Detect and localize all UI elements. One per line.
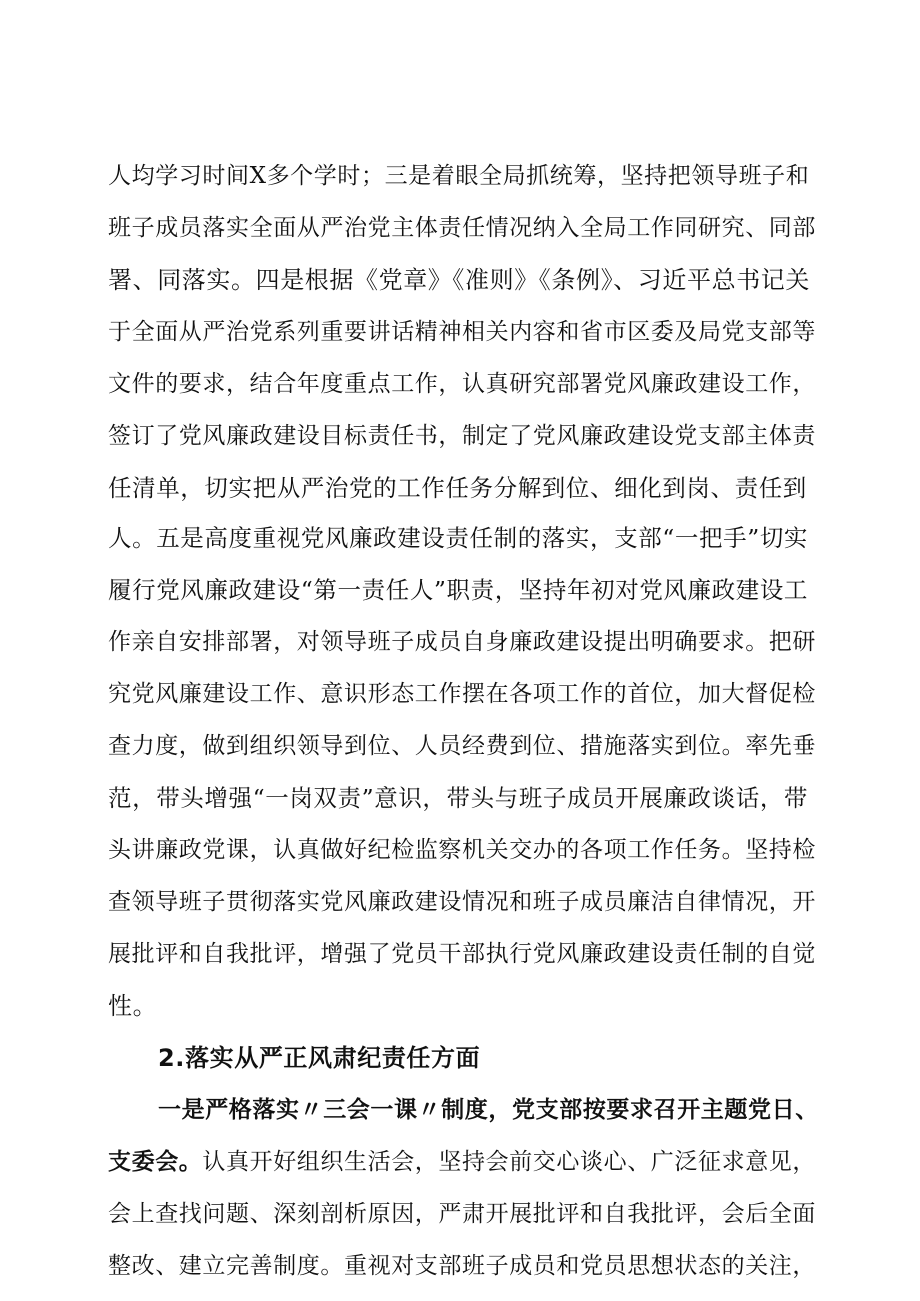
body-line: 署、同落实。四是根据《党章》《准则》《条例》、习近平总书记关 [108,266,810,294]
body-line: 性。 [108,992,158,1020]
body-line: 整改、建立完善制度。重视对支部班子成员和党员思想状态的关注， [108,1253,816,1279]
paragraph-lead-bold: 一是严格落实〃三会一课〃制度，党支部按要求召开主题党日、 [158,1097,819,1123]
body-line: 会上查找问题、深刻剖析原因，严肃开展批评和自我批评，会后全面 [108,1201,816,1227]
body-line: 任清单，切实把从严治党的工作任务分解到位、细化到岗、责任到 [108,474,807,502]
body-line: 查领导班子贯彻落实党风廉政建设情况和班子成员廉洁自律情况，开 [108,889,816,915]
body-line: 人。五是高度重视党风廉政建设责任制的落实，支部“一把手”切实 [108,524,809,552]
body-line: 人均学习时间X多个学时；三是着眼全局抓统筹，坚持把领导班子和 [108,163,810,189]
body-line: 头讲廉政党课，认真做好纪检监察机关交办的各项工作任务。坚持检 [108,837,816,863]
body-line-mixed [108,1144,816,1180]
bold-phrase: 支委会。 [108,1149,203,1175]
body-line: 履行党风廉政建设“第一责任人”职责，坚持年初对党风廉政建设工 [108,576,809,604]
body-line: 于全面从严治党系列重要讲话精神相关内容和省市区委及局党支部等 [108,319,816,345]
body-line: 查力度，做到组织领导到位、人员经费到位、措施落实到位。率先垂 [108,733,816,759]
body-line: 究党风廉建设工作、意识形态工作摆在各项工作的首位，加大督促检 [108,681,816,707]
body-line: 文件的要求，结合年度重点工作，认真研究部署党风廉政建设工作， [108,371,816,397]
body-line: 范，带头增强“一岗双责”意识，带头与班子成员开展廉政谈话，带 [108,784,809,812]
body-text: 认真开好组织生活会，坚持会前交心谈心、广泛征求意见， [202,1149,817,1175]
body-line: 班子成员落实全面从严治党主体责任情况纳入全局工作同研究、同部 [108,215,816,241]
body-line: 签订了党风廉政建设目标责任书，制定了党风廉政建设党支部主体责 [108,423,816,449]
body-line: 展批评和自我批评，增强了党员干部执行党风廉政建设责任制的自觉 [108,941,816,967]
body-line: 作亲自安排部署，对领导班子成员自身廉政建设提出明确要求。把研 [108,629,816,655]
section-heading: 2.落实从严正风肃纪责任方面 [158,1044,481,1072]
